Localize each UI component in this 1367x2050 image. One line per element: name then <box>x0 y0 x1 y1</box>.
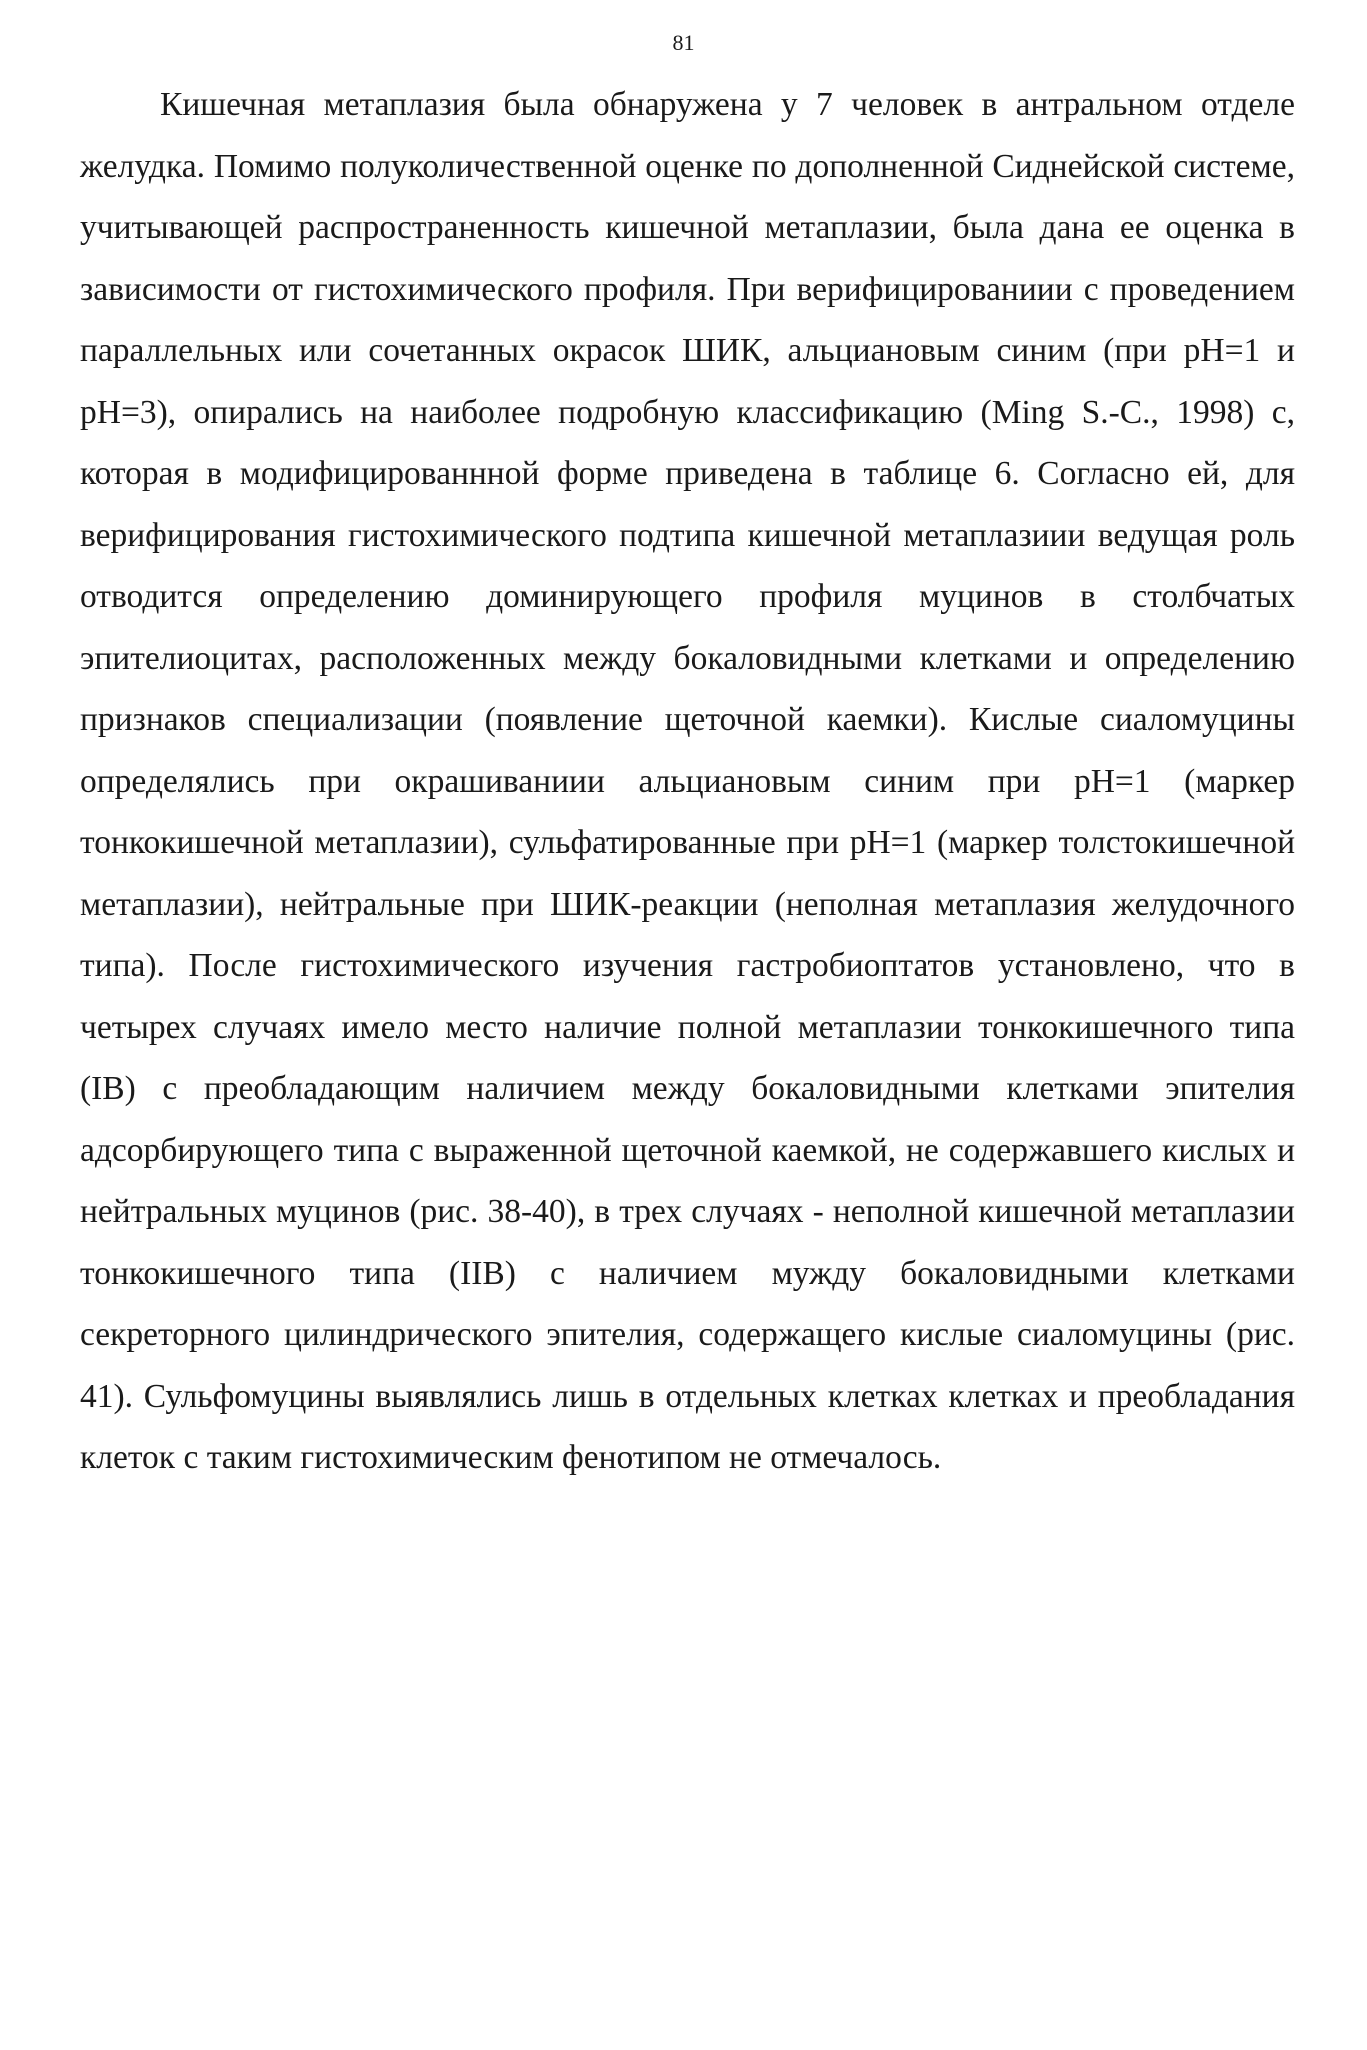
page-number: 81 <box>672 30 695 55</box>
body-paragraph: Кишечная метаплазия была обнаружена у 7 человек в антральном отделе желудка. Помимо полуколичественной оценке по дополненной Сиднейской системе, учитывающей распространенность кишечной метаплазии, была дана ее оценка в зависимости от гистохимического профиля. При верифицированиии с проведением параллельных или сочетанных окрасок ШИК, альциановым синим (при pH=1 и pH=3), опирались на наиболее подробную классификацию (Ming S.-C., 1998) с, которая в модифицированнной форме приведена в таблице 6. Согласно ей, для верифицирования гистохимического подтипа кишечной метаплазиии ведущая роль отводится определению доминирующего профиля муцинов в столбчатых эпителиоцитах, расположенных между бокаловидными клетками и определению признаков специализации (появление щеточной каемки). Кислые сиаломуцины определялись при окрашиваниии альциановым синим при pH=1 (маркер тонкокишечной метаплазии), сульфатированные при pH=1 (маркер толстокишечной метаплазии), нейтральные при ШИК-реакции (неполная метаплазия желудочного типа). После гистохимического изучения гастробиоптатов установлено, что в четырех случаях имело место наличие полной метаплазии тонкокишечного типа (IB) с преобладающим наличием между бокаловидными клетками эпителия адсорбирующего типа с выраженной щеточной каемкой, не содержавшего кислых и нейтральных муцинов (рис. 38-40), в трех случаях - неполной кишечной метаплазии тонкокишечного типа (IIB) с наличием мужду бокаловидными клетками секреторного цилиндрического эпителия, содержащего кислые сиаломуцины (рис. 41). Сульфомуцины выявлялись лишь в отдельных клетках клетках и преобладания клеток с таким гистохимическим фенотипом не отмечалось. <box>80 86 1295 1476</box>
